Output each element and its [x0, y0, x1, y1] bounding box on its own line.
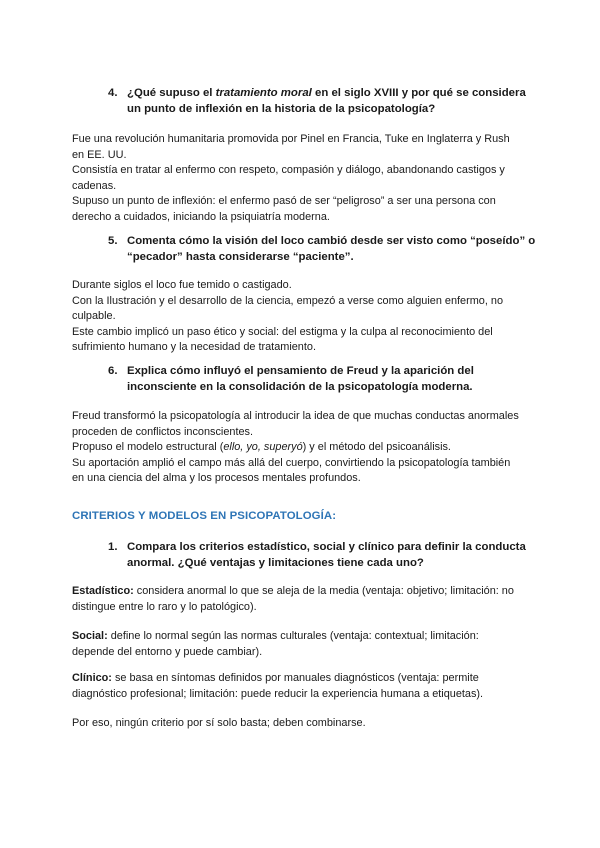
criterion-label: Social:	[72, 630, 108, 642]
question-line: inconsciente en la consolidación de la psicopatología moderna.	[127, 380, 473, 393]
question-number: 4.	[108, 87, 118, 99]
section-question-1	[108, 540, 538, 571]
criterion-clinico	[72, 671, 542, 702]
section-heading: CRITERIOS Y MODELOS EN PSICOPATOLOGÍA:	[72, 510, 337, 522]
answer-line: culpable.	[72, 310, 116, 322]
criterion-line	[72, 584, 542, 600]
answer-line: sufrimiento humano y la necesidad de tratamiento.	[72, 341, 316, 353]
question-6	[108, 364, 538, 395]
question-italic-term: tratamiento moral	[215, 87, 312, 99]
conclusion	[72, 716, 542, 732]
answer-text-part: Propuso el modelo estructural (	[72, 441, 224, 453]
question-4	[108, 86, 538, 117]
question-line	[127, 87, 526, 99]
question-line: Comenta cómo la visión del loco cambió desde ser visto como “poseído” o	[127, 235, 536, 247]
question-number: 1.	[108, 541, 118, 553]
answer-4	[72, 132, 542, 225]
answer-line: proceden de conflictos inconscientes.	[72, 425, 254, 438]
criterion-social	[72, 629, 542, 660]
question-text	[127, 234, 538, 265]
criterion-estadistico	[72, 584, 542, 615]
answer-text-part: ) y el método del psicoanálisis.	[302, 441, 451, 453]
answer-line: cadenas.	[72, 179, 117, 192]
answer-6	[72, 409, 542, 487]
answer-line: Consistía en tratar al enfermo con respeto, compasión y diálogo, abandonando castigos y	[72, 164, 505, 176]
conclusion-line: Por eso, ningún criterio por sí solo basta; deben combinarse.	[72, 717, 366, 729]
question-text	[127, 364, 538, 395]
question-text-part: ¿Qué supuso el	[127, 87, 216, 99]
criterion-label: Clínico:	[72, 672, 112, 684]
answer-line	[72, 440, 542, 456]
criterion-line	[72, 629, 542, 645]
answer-line: derecho a cuidados, iniciando la psiquiatría moderna.	[72, 210, 330, 223]
question-5	[108, 234, 538, 265]
criterion-text: define lo normal según las normas culturales (ventaja: contextual; limitación:	[107, 630, 479, 642]
answer-line: Su aportación amplió el campo más allá del cuerpo, convirtiendo la psicopatología también	[72, 456, 511, 469]
answer-line: Durante siglos el loco fue temido o castigado.	[72, 279, 292, 291]
answer-line: en una ciencia del alma y los procesos mentales profundos.	[72, 472, 361, 484]
criterion-text: considera anormal lo que se aleja de la media (ventaja: objetivo; limitación: no	[133, 585, 514, 597]
question-number: 6.	[108, 365, 118, 377]
question-line: Compara los criterios estadístico, social y clínico para definir la conducta	[127, 541, 526, 553]
criterion-line: diagnóstico profesional; limitación: puede reducir la experiencia humana a etiquetas).	[72, 687, 484, 700]
answer-italic-term: ello, yo, superyó	[223, 441, 303, 453]
answer-line: Este cambio implicó un paso ético y social: del estigma y la culpa al reconocimiento del	[72, 325, 493, 338]
question-number: 5.	[108, 235, 118, 247]
criterion-text: se basa en síntomas definidos por manuales diagnósticos (ventaja: permite	[111, 672, 479, 684]
question-text	[127, 540, 538, 571]
answer-line: en EE. UU.	[72, 148, 127, 161]
question-line: un punto de inflexión en la historia de la psicopatología?	[127, 102, 436, 115]
answer-line: Fue una revolución humanitaria promovida por Pinel en Francia, Tuke en Inglaterra y Rush	[72, 133, 510, 145]
answer-5	[72, 278, 542, 356]
question-line: Explica cómo influyó el pensamiento de Freud y la aparición del	[127, 365, 474, 377]
criterion-label: Estadístico:	[72, 585, 134, 597]
question-text	[127, 86, 538, 117]
question-line: “pecador” hasta considerarse “paciente”.	[127, 250, 354, 263]
answer-line: Supuso un punto de inflexión: el enfermo pasó de ser “peligroso” a ser una persona con	[72, 195, 496, 207]
question-line: anormal. ¿Qué ventajas y limitaciones tiene cada uno?	[127, 556, 424, 569]
criterion-line: distingue entre lo raro y lo patológico).	[72, 600, 257, 613]
criterion-line	[72, 671, 542, 687]
question-text-part: en el siglo XVIII y por qué se considera	[311, 87, 526, 99]
answer-line: Con la Ilustración y el desarrollo de la ciencia, empezó a verse como alguien enfermo, no	[72, 294, 504, 307]
criterion-line: depende del entorno y puede cambiar).	[72, 645, 263, 658]
answer-line: Freud transformó la psicopatología al introducir la idea de que muchas conductas anormales	[72, 410, 519, 422]
